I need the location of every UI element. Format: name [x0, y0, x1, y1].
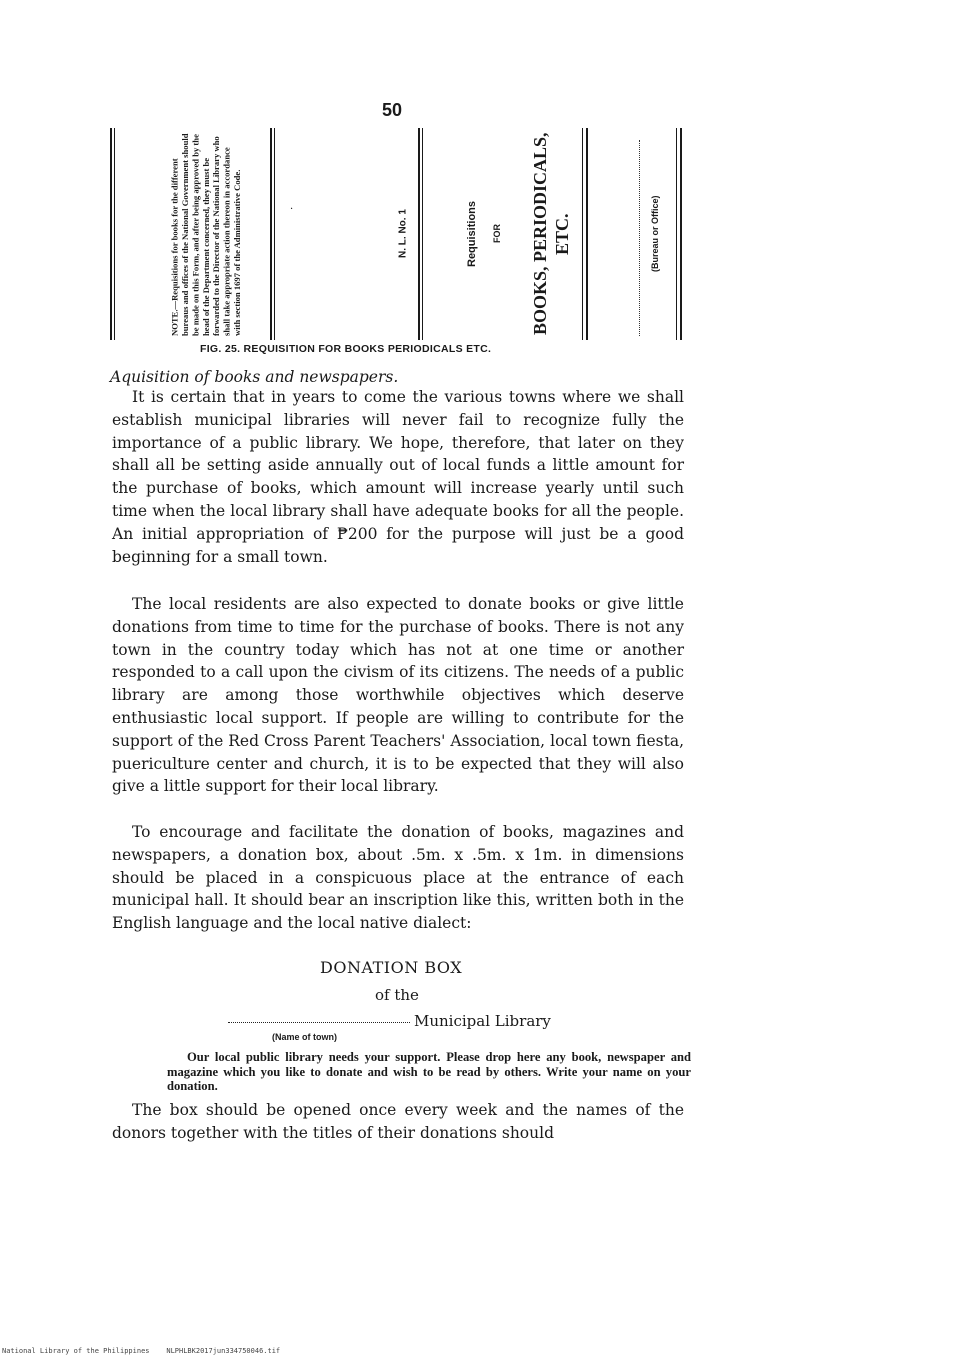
form-bureau-label: (Bureau or Office)	[650, 195, 660, 273]
donation-box-library-line	[228, 1012, 551, 1030]
form-border-line	[114, 128, 115, 340]
section-heading: Aquisition of books and newspapers.	[110, 368, 399, 386]
donation-box-inscription: Our local public library needs your support. Please drop here any book, newspaper and magazine which you like to donate and wish to be read by others. Write your name on your donation.	[167, 1050, 691, 1093]
paragraph-1: It is certain that in years to come the various towns where we shall establish municipal libraries will never fail to recognize fully the importance of a public library. We hope, therefore, that later on they shall all be setting aside annually out of local funds a little amount for the purchase of books, which amount will increase yearly until such time when the local library shall have adequate books for all the people. An initial appropriation of ₱200 for the purpose will just be a good beginning for a small town.	[112, 388, 684, 566]
donation-box-title: DONATION BOX	[320, 958, 463, 977]
scan-footer: National Library of the Philippines NLPHLBK2017jun334750046.tif	[2, 1347, 281, 1355]
requisition-form-figure	[110, 128, 690, 340]
form-note: NOTE.—Requisitions for books for the different bureaus and offices of the National Government should be made on this Form, and after being approved by the head of the Department concerned, they must be forwarded to the Director of the National Library who shall take appropriate action thereon in accordance with section 1697 of the Administrative Code.	[169, 133, 243, 336]
form-requisitions-label: Requisitions	[466, 201, 478, 268]
town-name-blank	[228, 1022, 410, 1023]
form-divider-line	[270, 128, 272, 340]
form-border-line	[110, 128, 112, 340]
bureau-dotted-line	[639, 140, 640, 336]
form-divider-line	[582, 128, 583, 340]
form-divider-line	[274, 128, 275, 340]
donation-box-of-the: of the	[375, 986, 419, 1004]
figure-caption: FIG. 25. REQUISITION FOR BOOKS PERIODICALS ETC.	[200, 343, 492, 355]
form-divider-line	[422, 128, 423, 340]
form-border-line	[676, 128, 677, 340]
paragraph-3: To encourage and facilitate the donation of books, magazines and newspapers, a donation box, about .5m. x .5m. x 1m. in dimensions should be placed in a conspicuous place at the entrance of each municipal hall. It should bear an inscription like this, written both in the English language and the local native dialect:	[112, 823, 684, 933]
form-number: N. L. No. 1	[397, 209, 409, 259]
paragraph-2: The local residents are also expected to donate books or give little donations from time to time for the purchase of books. There is not any town in the country today which has not at one time or another responded to a call upon the civism of its citizens. The needs of a public library are among those worthwhile objectives which deserve enthusiastic local support. If people are willing to contribute for the support of the Red Cross Parent Teachers' Association, local town fiesta, puericulture center and church, it is to be expected that they will also give a little support for their local library.	[112, 595, 684, 796]
form-mark: ·	[290, 204, 294, 215]
page-number: 50	[381, 100, 403, 120]
form-for-label: FOR	[492, 224, 502, 244]
form-divider-line	[586, 128, 588, 340]
form-border-line	[680, 128, 682, 340]
donation-box-name-of-town: (Name of town)	[272, 1032, 337, 1042]
donation-box-library-label: Municipal Library	[414, 1012, 551, 1030]
paragraph-4: The box should be opened once every week and the names of the donors together with the titles of their donations should	[112, 1101, 684, 1142]
form-books-label: BOOKS, PERIODICALS, ETC.	[530, 132, 572, 336]
form-divider-line	[418, 128, 420, 340]
